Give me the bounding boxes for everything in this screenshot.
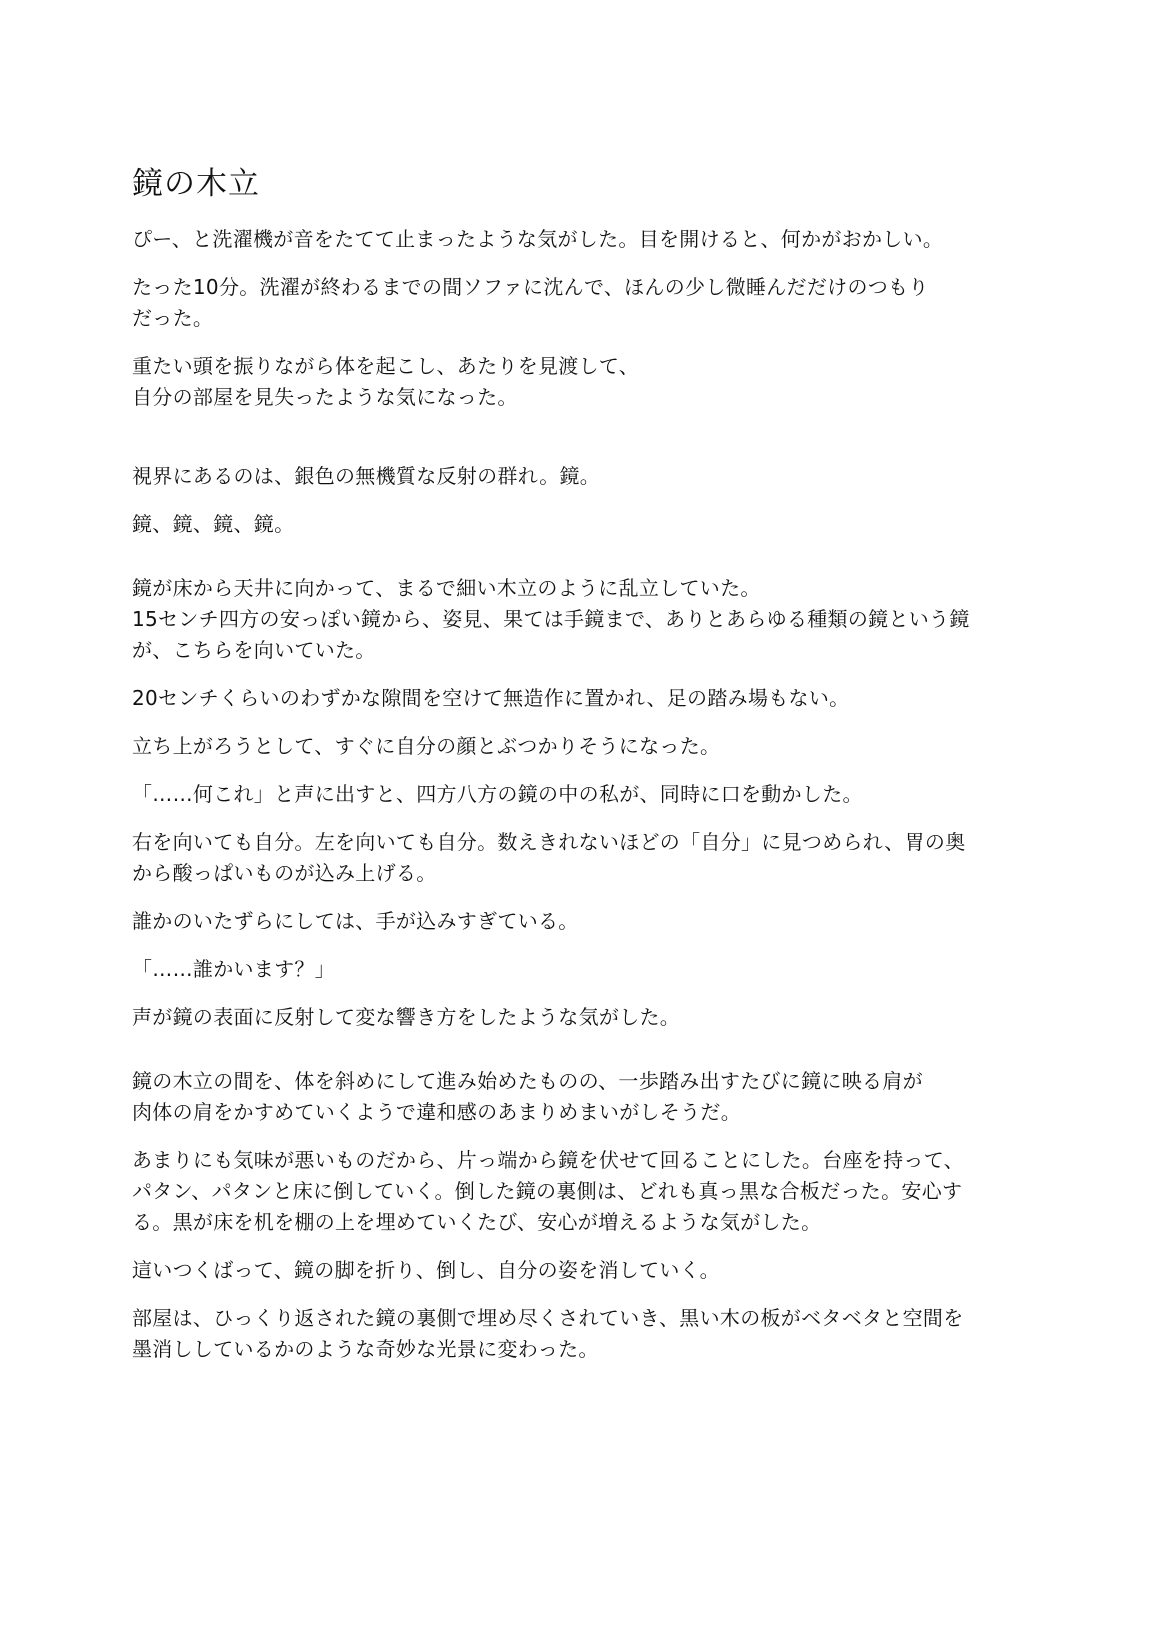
- paragraph-3: 重たい頭を振りながら体を起こし、あたりを見渡して、 自分の部屋を見失ったような気になった。: [132, 354, 640, 409]
- paragraph-11: 誰かのいたずらにしては、手が込みすぎている。: [132, 909, 579, 933]
- paragraph-17: 部屋は、ひっくり返された鏡の裏側で埋め尽くされていき、黒い木の板がベタベタと空間を 墨消ししているかのような奇妙な光景に変わった。: [132, 1306, 964, 1361]
- paragraph-1: ぴー、と洗濯機が音をたてて止まったような気がした。目を開けると、何かがおかしい。: [132, 227, 944, 251]
- paragraph-2: たった10分。洗濯が終わるまでの間ソファに沈んで、ほんの少し微睡んだだけのつもり だった。: [132, 275, 929, 330]
- paragraph-4: 視界にあるのは、銀色の無機質な反射の群れ。鏡。: [132, 464, 601, 488]
- document-page: [132, 164, 1032, 1382]
- paragraph-14: 鏡の木立の間を、体を斜めにして進み始めたものの、一歩踏み出すたびに鏡に映る肩が 肉体の肩をかすめていくようで違和感のあまりめまいがしそうだ。: [132, 1069, 923, 1124]
- paragraph-9: 「……何これ」と声に出すと、四方八方の鏡の中の私が、同時に口を動かした。: [132, 782, 863, 806]
- paragraph-12: 「……誰かいます？」: [132, 957, 335, 981]
- paragraph-6: 鏡が床から天井に向かって、まるで細い木立のように乱立していた。 15センチ四方の安っぽい鏡から、姿見、果ては手鏡まで、ありとあらゆる種類の鏡という鏡 が、こちらを向いていた。: [132, 576, 970, 662]
- document-title: 鏡の木立: [132, 166, 260, 202]
- paragraph-7: 20センチくらいのわずかな隙間を空けて無造作に置かれ、足の踏み場もない。: [132, 686, 850, 710]
- paragraph-10: 右を向いても自分。左を向いても自分。数えきれないほどの「自分」に見つめられ、胃の奥 から酸っぱいものが込み上げる。: [132, 830, 966, 885]
- paragraph-16: 這いつくばって、鏡の脚を折り、倒し、自分の姿を消していく。: [132, 1258, 720, 1282]
- paragraph-15: あまりにも気味が悪いものだから、片っ端から鏡を伏せて回ることにした。台座を持って、 パタン、パタンと床に倒していく。倒した鏡の裏側は、どれも真っ黒な合板だった。安心す る。黒が床を机を棚の上を埋めていくたび、安心が増えるような気がした。: [132, 1148, 964, 1234]
- paragraph-13: 声が鏡の表面に反射して変な響き方をしたような気がした。: [132, 1005, 681, 1029]
- paragraph-8: 立ち上がろうとして、すぐに自分の顔とぶつかりそうになった。: [132, 734, 721, 758]
- paragraph-5: 鏡、鏡、鏡、鏡。: [132, 512, 295, 536]
